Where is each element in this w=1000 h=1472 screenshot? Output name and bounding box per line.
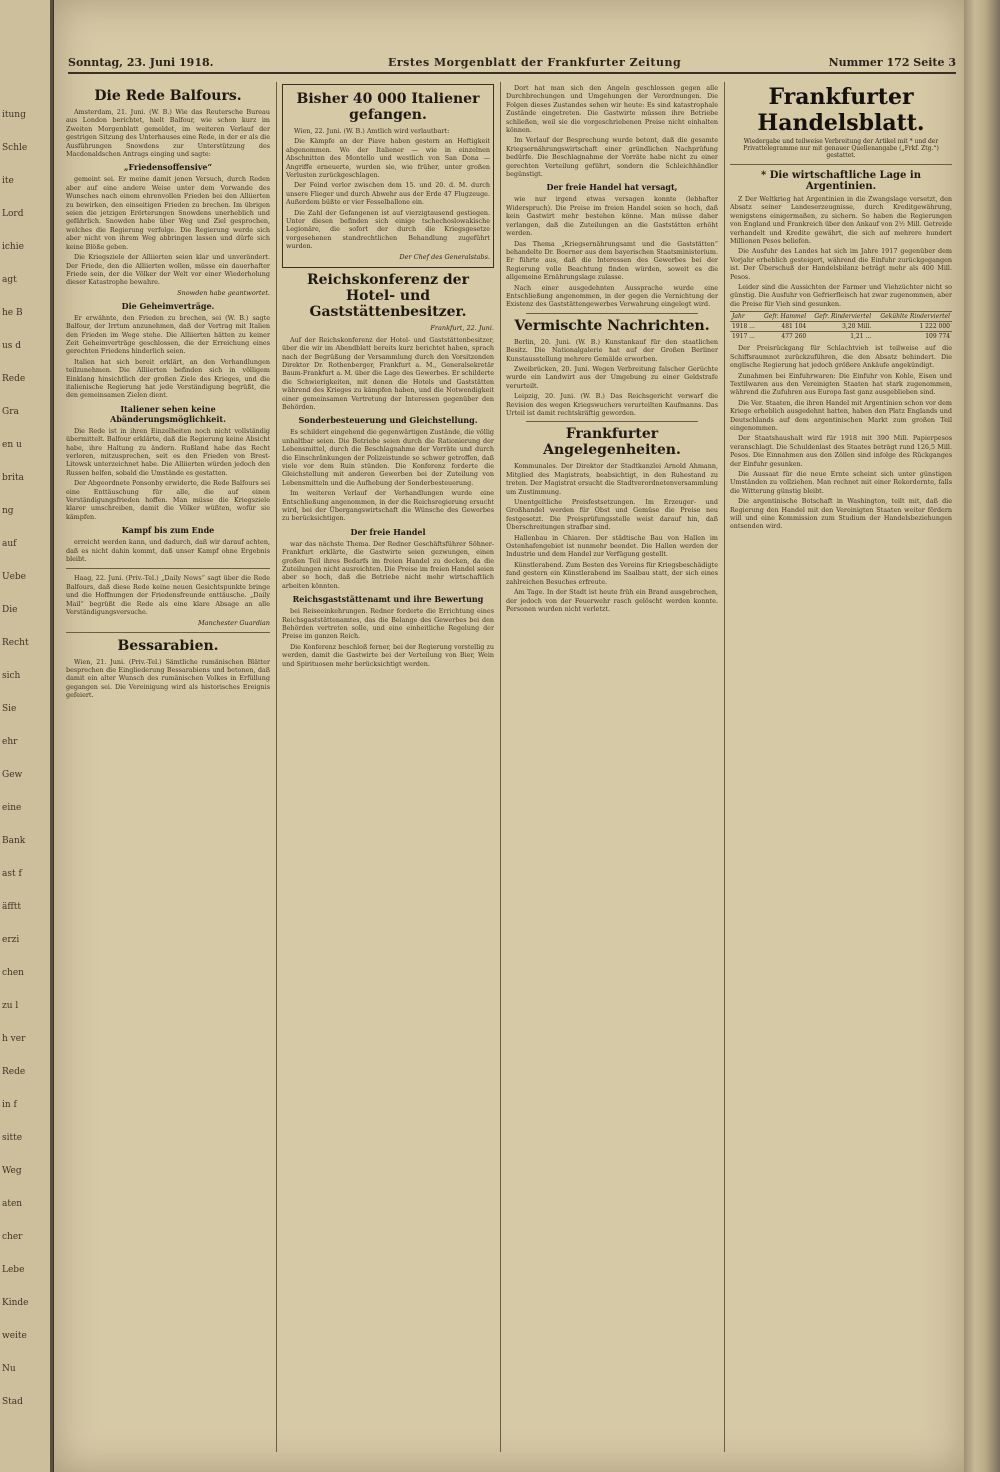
margin-fragment: Gra	[2, 407, 19, 417]
paragraph: Der Feind verlor zwischen dem 15. und 20. d. M. durch unsere Flieger und durch Abwehr aus der Erde 47 Flugzeuge. Außerdem büßte er vier Fesselballone ein.	[286, 181, 490, 207]
divider	[526, 313, 698, 314]
paragraph: Die Ver. Staaten, die ihren Handel mit Argentinien schon vor dem Kriege erheblich ausgedehnt hatten, haben den Platz Englands und Deutschlands auf dem argentinischen Markt zum großen Teil eingenommen.	[730, 398, 952, 432]
signature: Snowden habe geantwortet.	[177, 288, 270, 297]
column-1	[66, 84, 270, 1444]
margin-fragment: ehr	[2, 737, 18, 747]
margin-fragment: Uebe	[2, 572, 26, 582]
margin-fragment: h ver	[2, 1034, 26, 1044]
article-heading: Bisher 40 000 Italiener gefangen.	[296, 91, 480, 123]
table-header-cell: Gefr. Hammel	[759, 312, 808, 322]
subheading: „Friedensoffensive“	[123, 162, 213, 173]
divider	[66, 632, 270, 633]
paragraph: Hallenbau in Chiaren. Der städtische Bau von Hallen im Ostenhafengebiet ist nunmehr beendet. Die Hallen werden der Industrie und dem Handel zur Verfügung gestellt.	[506, 533, 718, 559]
column-rule	[500, 82, 501, 1452]
header-title: Erstes Morgenblatt der Frankfurter Zeitung	[388, 56, 682, 69]
newspaper-sheet	[54, 0, 964, 1472]
paragraph: Haag, 22. Juni. (Priv.-Tel.) „Daily News“ sagt über die Rede Balfours, daß diese Rede keine neuen Gesichtspunkte bringe und die Hoffnungen der Friedensfreunde enttäusche. „Daily Mail“ begrüßt die Rede als eine klare Absage an alle Verständigungsversuche.	[66, 574, 270, 617]
paragraph: Das Thema „Kriegsernährungsamt und die Gaststätten“ behandelte Dr. Boerner aus dem bayerischen Staatsministerium. Er führte aus, daß die Interessen des Gewerbes bei der Regierung volle Beachtung finden würden, soweit es die allgemeine Ernährungslage zulasse.	[506, 239, 718, 282]
margin-fragment: he B	[2, 308, 23, 318]
margin-fragment: sich	[2, 671, 21, 681]
margin-fragment: Kinde	[2, 1298, 29, 1308]
paragraph: Die Zahl der Gefangenen ist auf vierzigtausend gestiegen. Unter diesen befinden sich einige tschechoslowakische Legionäre, die sofort der durch die Kriegsgesetze vorgesehenen standrechtlichen Behandlung zugeführt wurden.	[286, 208, 490, 251]
paragraph: Unentgeltliche Preisfestsetzungen. Im Erzeuger- und Großhandel werden für Obst und Gemüse die Preise neu festgesetzt. Die Preisprüfungsstelle weist darauf hin, daß Überschreitungen strafbar sind.	[506, 498, 718, 532]
adjacent-page-edge	[0, 0, 53, 1472]
subheading: Die Geheimverträge.	[121, 300, 215, 311]
paragraph: Auf der Reichskonferenz der Hotel- und Gaststättenbesitzer, über die wir im Abendblatt bereits kurz berichtet haben, sprach nach der Begrüßung der Versammlung durch den Vorsitzenden Direktor Dr. Rothenberger, Frankfurt a. M., Generalsekretär Baum-Frankfurt a. M. über die Lage des Gewerbes. Er schilderte die Schwierigkeiten, mit denen die Hotels und Gaststätten während des Krieges zu kämpfen haben, und die Notwendigkeit einer gemeinsamen Vertretung der Interessen gegenüber den Behörden.	[282, 335, 494, 411]
table-header-cell: Gefr. Rinderviertel	[808, 312, 873, 322]
paragraph: bei Reiseeinkehrungen. Redner forderte die Errichtung eines Reichsgaststättenamtes, das die Belange des Gewerbes bei den Behörden vertreten solle, und eine einheitliche Regelung der Preise im ganzen Reich.	[282, 607, 494, 641]
margin-fragment: Nu	[2, 1364, 16, 1374]
divider	[730, 164, 952, 165]
paragraph: Kommunales. Der Direktor der Stadtkanzlei Arnold Ahmann, Mitglied des Magistrats, beabsichtigt, in den Ruhestand zu treten. Der Magistrat ersucht die Stadtverordnetenversammlung um Zustimmung.	[506, 462, 718, 496]
table-row	[730, 332, 952, 342]
margin-fragment: Gew	[2, 770, 23, 780]
paragraph: Leider sind die Aussichten der Farmer und Viehzüchter nicht so günstig. Die Ausfuhr von Gefrierfleisch hat zwar zugenommen, aber die Preise für Vieh sind gesunken.	[730, 283, 952, 308]
margin-fragment: sitte	[2, 1133, 23, 1143]
paragraph: Leipzig, 20. Juni. (W. B.) Das Reichsgericht verwarf die Revision des wegen Kriegswuchers verurteilten Kaufmanns. Das Urteil ist damit rechtskräftig geworden.	[506, 392, 718, 417]
margin-fragment: cher	[2, 1232, 23, 1242]
subheading: Reichsgaststättenamt und ihre Bewertung	[292, 594, 484, 605]
table-row	[730, 322, 952, 332]
table-cell: 477 260	[759, 332, 808, 342]
margin-fragment: Bank	[2, 836, 26, 846]
paragraph: erreicht werden kann, und dadurch, daß wir darauf achten, daß es nicht dahin kommt, daß unser Kampf ohne Ergebnis bleibt.	[66, 538, 270, 564]
paragraph: Italien hat sich bereit erklärt, an den Verhandlungen teilzunehmen. Die Alliierten befinden sich in völligem Einklang hinsichtlich der großen Ziele des Krieges, und die italienische Regierung hat jede Verständigung begrüßt, die den gemeinsamen Zielen dient.	[66, 357, 270, 400]
table-cell: 1917 ...	[730, 332, 759, 342]
paragraph: Wien, 22. Juni. (W. B.) Amtlich wird verlautbart:	[294, 127, 450, 135]
paragraph: Zunahmen bei Einfuhrwaren: Die Einfuhr von Kohle, Eisen und Textilwaren aus den Vereinigten Staaten hat stark zugenommen, während die Zufuhren aus Europa fast ganz ausgeblieben sind.	[730, 371, 952, 397]
article-heading: Frankfurter Angelegenheiten.	[543, 426, 681, 459]
margin-fragment: Die	[2, 605, 18, 615]
paragraph: Die Ausfuhr des Landes hat sich im Jahre 1917 gegenüber dem Vorjahr erheblich gesteigert, während die Einfuhr zurückgegangen ist. Der Überschuß der Handelsbilanz beträgt mehr als 400 Mill. Pesos.	[730, 247, 952, 281]
table-header-row	[730, 312, 952, 322]
margin-fragment: en u	[2, 440, 22, 450]
article-heading: Die Rede Balfours.	[94, 88, 242, 104]
margin-fragment: Lebe	[2, 1265, 25, 1275]
margin-fragment: Sie	[2, 704, 17, 714]
table-cell: 109 774	[873, 332, 952, 342]
paragraph: Dort hat man sich den Angeln geschlossen gegen alle Durchbrechungen und Umgehungen der Verordnungen. Die Folgen dieses Zustandes sehen wir heute: Es sind katastrophale Zustände eingetreten. Die Gastwirte müssen ihre Betriebe schließen, weil sie die vorgeschriebenen Preise nicht einhalten können.	[506, 84, 718, 135]
paragraph: Die Kriegsziele der Alliierten seien klar und unverändert. Der Friede, den die Alliierten wollen, müsse ein dauerhafter Friede sein, der die Völker der Welt vor einer Wiederholung dieser Katastrophe bewahre.	[66, 253, 270, 287]
paragraph: gemeint sei. Er meine damit jenen Versuch, durch Reden aber auf eine andere Weise unter dem Vorwande des Wunsches nach einem ehrenvollen Frieden bei den Alliierten zu bewirken, den einseitigen Frieden zu brechen. Im übrigen seien die jetzigen Erörterungen Snowdens unerheblich und gefährlich. Snowden habe über Weg und Ziel gesprochen, welches die Regierung verfolge. Die Regierung werde sich aber nicht von ihrem Weg abbringen lassen und dürfe sich keine Blöße geben.	[66, 175, 270, 251]
paragraph: Zweibrücken, 20. Juni. Wegen Verbreitung falscher Gerüchte wurde ein Landwirt aus der Umgebung zu einer Geldstrafe verurteilt.	[506, 364, 718, 390]
paragraph: Er erwähnte, den Frieden zu brechen, sei (W. B.) sagte Balfour, der Irrtum anzunehmen, daß der Vertrag mit Italien den Frieden im Wege stehe. Die Alliierten hätten zu keiner Zeit Geheimverträge geschlossen, die der Erreichung eines gerechten Friedens hinderlich seien.	[66, 313, 270, 356]
signature: Der Chef des Generalstabs.	[399, 252, 490, 261]
subheading: Italiener sehen keine Abänderungsmöglichkeit.	[110, 403, 226, 424]
masthead-note: Wiedergabe und teilweise Verbreitung der Artikel mit * und der Privattelegramme nur mit genauer Quellenangabe („Frkf. Ztg.“) gestattet.	[743, 138, 939, 159]
column-3	[506, 84, 718, 1444]
table-header-cell: Gekühlte Rinderviertel	[873, 312, 952, 322]
table-header-cell: Jahr	[730, 312, 759, 322]
article-heading: Vermischte Nachrichten.	[514, 317, 710, 334]
paragraph: Die argentinische Botschaft in Washington, teilt mit, daß die Regierung den Handel mit den Vereinigten Staaten weiter fördern will und eine Kommission zum Studium der Handelsbeziehungen entsenden wird.	[730, 497, 952, 531]
paragraph: Am Tage. In der Stadt ist heute früh ein Brand ausgebrochen, der jedoch von der Feuerwehr rasch gelöscht werden konnte. Personen wurden nicht verletzt.	[506, 588, 718, 613]
margin-fragment: itung	[2, 110, 26, 120]
margin-fragment: erzi	[2, 935, 20, 945]
margin-fragment: Stad	[2, 1397, 23, 1407]
paragraph: Die Rede ist in ihren Einzelheiten noch nicht vollständig übermittelt. Balfour erklärte, daß die Regierung keine Absicht habe, ihre Haltung zu ändern. Rußland habe das Recht verloren, mitzusprechen, seit es den Frieden von Brest-Litowsk unterzeichnet habe. Die Alliierten würden jedoch den Russen helfen, sobald die Umstände es gestatten.	[66, 426, 270, 477]
subheading: Sonderbesteuerung und Gleichstellung.	[298, 415, 478, 426]
paragraph: Amsterdam, 21. Juni. (W. B.) Wie das Reutersche Bureau aus London berichtet, hielt Balfour, wie schon kurz im Zweiten Morgenblatt gemeldet, im weiteren Verlauf der gestrigen Sitzung des Unterhauses eine Rede, in der er als die Ausführungen Snowdens zur Unterstützung des Macdonaldschen Antrags einging und sagte:	[66, 108, 270, 159]
subheading: Der freie Handel hat versagt,	[546, 182, 678, 193]
margin-fragment: eine	[2, 803, 22, 813]
table-cell: 1,21 ...	[808, 332, 873, 342]
header-date: Sonntag, 23. Juni 1918.	[68, 56, 214, 69]
page-header	[68, 56, 956, 74]
margin-fragment: Rede	[2, 1067, 26, 1077]
page-edge-shadow	[964, 0, 1000, 1472]
table-cell: 481 104	[759, 322, 808, 332]
boxed-bulletin	[282, 84, 494, 268]
dateline: Frankfurt, 22. Juni.	[430, 323, 494, 332]
article-heading: * Die wirtschaftliche Lage in Argentinien.	[761, 170, 921, 192]
section-masthead: Frankfurter Handelsblatt.	[757, 84, 925, 136]
margin-fragment: Lord	[2, 209, 24, 219]
margin-fragment: weite	[2, 1331, 27, 1341]
margin-fragment: Weg	[2, 1166, 22, 1176]
margin-fragment: Recht	[2, 638, 29, 648]
paragraph: war das nächste Thema. Der Redner Geschäftsführer Söhner-Frankfurt erklärte, die Gastwirte seien gezwungen, einen großen Teil ihres Bedarfs im freien Handel zu decken, da die Zuteilungen nicht ausreichten. Die Preise im freien Handel seien aber so hoch, daß die Betriebe nicht mehr wirtschaftlich arbeiten könnten.	[282, 539, 494, 590]
article-heading: Reichskonferenz der Hotel- und Gaststättenbesitzer.	[307, 271, 469, 320]
margin-fragment: chen	[2, 968, 24, 978]
article-heading: Bessarabien.	[117, 637, 219, 654]
column-4	[730, 84, 952, 1444]
margin-fragment: ite	[2, 176, 14, 186]
subheading: Kampf bis zum Ende	[121, 525, 215, 536]
divider	[66, 568, 270, 569]
paragraph: Z Der Weltkrieg hat Argentinien in die Zwangslage versetzt, den Absatz seiner Landeserzeugnisse, durch Kreditgewährung, wenigstens einigermaßen, zu sichern. So haben die Regierungen von England und Frankreich über den Ankauf von 2½ Mill. Getreide verhandelt und Kredite gewährt, die sich auf mehrere hundert Millionen Pesos beliefen.	[730, 195, 952, 246]
table-cell: 1 222 000	[873, 322, 952, 332]
paragraph: Der Staatshaushalt wird für 1918 mit 390 Mill. Papierpesos veranschlagt. Die Schuldenlast des Staates beträgt rund 126,5 Mill. Pesos. Die Einnahmen aus den Zöllen sind infolge des Rückganges der Einfuhr gesunken.	[730, 434, 952, 468]
header-page-number: Nummer 172 Seite 3	[828, 56, 956, 69]
column-rule	[276, 82, 277, 1452]
paragraph: Künstlerabend. Zum Besten des Vereins für Kriegsbeschädigte fand gestern ein Künstlerabend im Saalbau statt, der sich eines zahlreichen Besuches erfreute.	[506, 560, 718, 586]
paragraph: Im weiteren Verlauf der Verhandlungen wurde eine Entschließung angenommen, in der die Reichsregierung ersucht wird, bei der Übergangswirtschaft die Wünsche des Gewerbes zu berücksichtigen.	[282, 489, 494, 523]
paragraph: wie nur irgend etwas versagen konnte (lebhafter Widerspruch). Die Preise im freien Handel seien so hoch, daß kein Gastwirt mehr bestehen könne. Man müsse daher verlangen, daß die Zuteilungen an die Gaststätten erhöht werden.	[506, 195, 718, 238]
signature: Manchester Guardian	[197, 618, 270, 627]
paragraph: Nach einer ausgedehnten Aussprache wurde eine Entschließung angenommen, in der gegen die Vernichtung der Existenz des Gaststättengewerbes Verwahrung eingelegt wird.	[506, 283, 718, 309]
paragraph: Die Konferenz beschloß ferner, bei der Regierung vorstellig zu werden, damit die Gastwirte bei der Verteilung von Bier, Wein und Spirituosen mehr berücksichtigt werden.	[282, 642, 494, 668]
margin-fragment: ng	[2, 506, 14, 516]
margin-fragment: aten	[2, 1199, 23, 1209]
margin-fragment: us d	[2, 341, 22, 351]
table-cell: 1918 ...	[730, 322, 759, 332]
paragraph: Wien, 21. Juni. (Priv.-Tel.) Sämtliche rumänischen Blätter besprechen die Eingliederung Bessarabiens und betonen, daß damit ein alter Wunsch des rumänischen Volkes in Erfüllung gegangen sei. Die Vereinigung wird als historisches Ereignis gefeiert.	[66, 657, 270, 700]
paragraph: Der Preisrückgang für Schlachtvieh ist teilweise auf die Schiffsraumnot zurückzuführen, die den Absatz behindert. Die englische Regierung hat jedoch größere Ankäufe angekündigt.	[730, 344, 952, 370]
paragraph: Im Verlauf der Besprechung wurde betont, daß die gesamte Kriegsernährungswirtschaft einer gründlichen Nachprüfung bedürfe. Die Beschlagnahme der Vorräte habe nicht zu einer gerechten Verteilung geführt, sondern die Schleichhändler begünstigt.	[506, 136, 718, 179]
margin-fragment: äfftt	[2, 902, 21, 912]
column-rule	[724, 82, 725, 1452]
margin-fragment: agt	[2, 275, 17, 285]
margin-fragment: in f	[2, 1100, 17, 1110]
margin-fragment: Rede	[2, 374, 26, 384]
table-cell: 3,20 Mill.	[808, 322, 873, 332]
paragraph: Berlin, 20. Juni. (W. B.) Kunstankauf für den staatlichen Besitz. Die Nationalgalerie hat auf der Großen Berliner Kunstausstellung mehrere Gemälde erworben.	[506, 337, 718, 363]
margin-fragment: Schle	[2, 143, 28, 153]
margin-fragment: ichie	[2, 242, 24, 252]
column-2	[282, 84, 494, 1444]
margin-fragment: brita	[2, 473, 24, 483]
margin-fragment: ast f	[2, 869, 22, 879]
subheading: Der freie Handel	[350, 526, 426, 537]
margin-fragment: zu l	[2, 1001, 19, 1011]
paragraph: Die Aussaat für die neue Ernte scheint sich unter günstigen Umständen zu vollziehen. Man rechnet mit einer Rekordernte, falls die Witterung günstig bleibt.	[730, 469, 952, 495]
paragraph: Der Abgeordnete Ponsonby erwiderte, die Rede Balfours sei eine Enttäuschung für alle, die auf einen Verständigungsfrieden hoffen. Man müsse die Kriegsziele klarer umschreiben, damit die Völker wüßten, wofür sie kämpfen.	[66, 479, 270, 521]
margin-fragment: auf	[2, 539, 17, 549]
paragraph: Die Kämpfe an der Piave haben gestern an Heftigkeit abgenommen. Wo der Italiener — wie in einzelnen Abschnitten des Montello und westlich von San Dona — Angriffe erneuerte, wurden sie, wie früher, unter großen Verlusten zurückgeschlagen.	[286, 137, 490, 180]
divider	[526, 421, 698, 422]
export-table	[730, 311, 952, 341]
paragraph: Es schildert eingehend die gegenwärtigen Zustände, die völlig unhaltbar seien. Die Betriebe seien durch die Rationierung der Lebensmittel, durch die Beschlagnahme der Vorräte und durch die Einschränkungen der Polizeistunde so schwer getroffen, daß viele vor dem Ruin stünden. Die Konferenz forderte die Gleichstellung mit anderen Gewerben bei der Zuteilung von Lebensmitteln und die Aufhebung der Sonderbesteuerung.	[282, 428, 494, 487]
